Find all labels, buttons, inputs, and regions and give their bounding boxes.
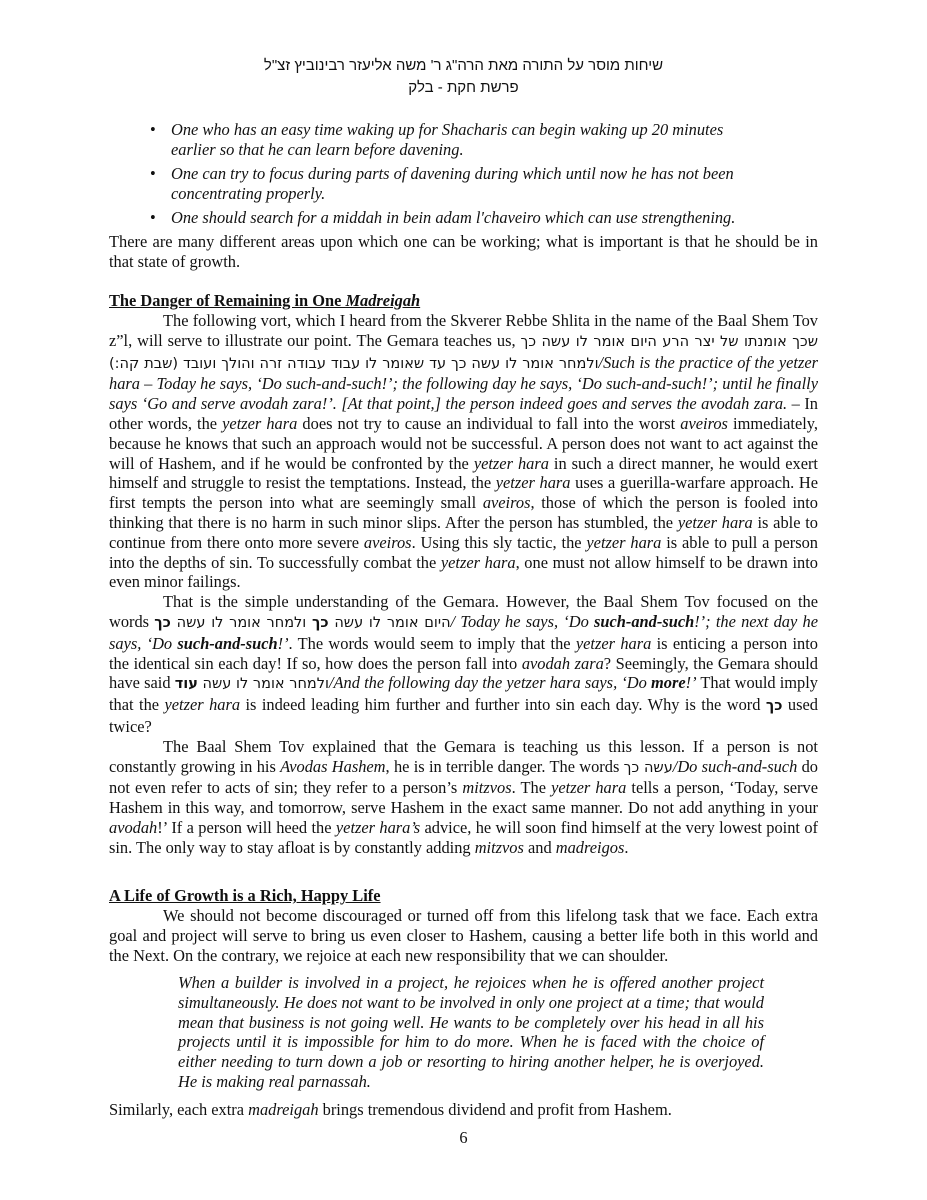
text-run: !’ [277, 633, 289, 653]
bullet-text: One should search for a middah in bein adam l'chaveiro which can use strengthening. [171, 208, 736, 228]
text-run: aveiros [680, 413, 728, 433]
text-run: !’ [685, 673, 697, 693]
text-run: aveiros [482, 493, 531, 513]
bullet-item [150, 164, 760, 204]
text-run: – In other words, the [109, 394, 819, 433]
text-run: aveiros [363, 532, 412, 552]
text-run: / Today he says, ‘Do [450, 611, 595, 631]
text-run: There are many different areas upon which one can be working; what is important is that he should be in that state of growth. [109, 232, 818, 271]
text-run: , one must not allow himself to be drawn into even minor failings. [109, 552, 818, 592]
heading-text: The Danger of Remaining in One [109, 291, 346, 310]
bullet-list [150, 120, 760, 232]
bullet-icon: • [150, 120, 156, 139]
text-run: madreigos [555, 837, 625, 857]
paragraph-growth [109, 906, 818, 965]
text-run: mitzvos [462, 778, 512, 798]
hebrew-quote: שכך אומנתו של יצר הרע היום אומר לו עשה כך ולמחר אומר לו עשה כך עד שאומר לו עבוד עבודה זרה והולך ועובד (שבת קה:) [109, 333, 818, 372]
running-header-title: שיחות מוסר על התורה מאת הרה"ג ר' משה אליעזר רבינוביץ זצ"ל [263, 57, 664, 74]
text-run: used twice? [109, 695, 818, 736]
text-run: !’; the next day he says, ‘Do [109, 611, 818, 653]
text-run: is indeed leading him further and further into sin each day. Why is the word [240, 695, 766, 715]
text-run: brings tremendous dividend and profit from Hashem. [318, 1100, 672, 1119]
text-run: avodah [109, 817, 158, 837]
text-run: Avodas Hashem [280, 756, 386, 776]
text-run: yetzer hara’s [335, 817, 421, 837]
text-run: . The [511, 778, 552, 798]
text-run: Similarly, each extra [109, 1100, 249, 1119]
text-run: , those of which the person is fooled into thinking that there is no harm in such minor slips. After the person has stumbled, the [109, 493, 818, 532]
text-run: /Do such-and-such [672, 756, 798, 776]
text-run: The Baal Shem Tov explained that the Gemara is teaching us this lesson. If a person is not constantly growing in his [109, 736, 818, 776]
paragraph-simple-understanding [109, 592, 818, 737]
text-run: /Such is the practice of the yetzer hara – Today he says, ‘Do such-and-such!’; the following day he says, ‘Do such-and-such!’; until he finally says ‘Go and serve avodah zara!’. [At that point,] the person indeed goes and serves the avodah zara. [109, 352, 818, 414]
hebrew-quote: כך [154, 614, 171, 631]
page-number: 6 [459, 1128, 468, 1147]
text-run: is able to pull a person into the depths of sin. To successfully combat the [109, 532, 818, 572]
bullet-item [150, 120, 760, 160]
hebrew-quote: ולמחר אומר לו עשה [197, 676, 329, 693]
hebrew-quote: עשה כך [623, 759, 673, 776]
text-run: avodah zara [521, 653, 604, 673]
text-run: . The words would seem to imply that the [288, 633, 576, 653]
hebrew-quote: עוד [174, 676, 198, 693]
text-run: is enticing a person into the identical sin each day! If so, how does the person fall into [109, 633, 818, 673]
text-run: such-and-such [594, 611, 695, 631]
heading-italic-text: Madreigah [345, 291, 421, 310]
section-heading-growth: A Life of Growth is a Rich, Happy Life [109, 886, 381, 905]
bullet-item [150, 208, 760, 228]
paragraph-gemara [109, 311, 818, 592]
text-run: The following vort, which I heard from the Skverer Rebbe Shlita in the name of the Baal Shem Tov z”l, will serve to illustrate our point. The Gemara teaches us, [109, 311, 818, 350]
bullet-icon: • [150, 164, 156, 184]
text-run: yetzer hara [473, 453, 549, 473]
text-run: /And the following day the yetzer hara says, ‘Do [328, 673, 651, 693]
text-run: yetzer hara [164, 695, 241, 715]
text-run: tells a person, ‘Today, serve Hashem in this way, and tomorrow, serve Hashem in the exact same manner. Do not add anything in your [109, 778, 818, 818]
text-run: yetzer hara [575, 633, 652, 653]
text-run: more [651, 673, 686, 693]
text-run: is able to continue from there onto more severe [109, 512, 819, 552]
text-run: yetzer hara [586, 532, 662, 552]
text-run: and [523, 837, 556, 857]
text-run: immediately, because he knows that such an approach would not be successful. A person does not want to act against the will of Hashem, and if he would be confronted by the [109, 413, 819, 473]
text-run: !’ If a person will heed the [157, 817, 336, 837]
text-run: madreigah [248, 1100, 319, 1119]
text-run: That would imply that the [109, 673, 818, 715]
hebrew-quote: כך [312, 614, 329, 631]
text-run: yetzer hara [222, 413, 298, 433]
text-run: . Using this sly tactic, the [411, 532, 587, 552]
text-run: yetzer hara [495, 473, 571, 493]
text-run: , he is in terrible danger. The words [385, 756, 624, 776]
section1-body [109, 311, 818, 858]
bullet-text: One who has an easy time waking up for Shacharis can begin waking up 20 minutes earlier so that he can learn before davening. [171, 120, 724, 159]
closing-paragraph [109, 1100, 818, 1120]
text-run: mitzvos [474, 837, 524, 857]
text-run: yetzer hara [440, 552, 516, 572]
builder-quote: When a builder is involved in a project, he rejoices when he is offered another project simultaneously. He does not want to be involved in only one project at a time; that would mean that business is not going well. He wants to be completely over his head in all his projects until it is impossible for him to do more. When he is faced with the choice of either needing to turn down a job or resorting to hiring another helper, he is overjoyed. He is making real parnassah. [178, 973, 764, 1091]
text-run: do not even refer to acts of sin; they refer to a person’s [109, 756, 818, 798]
hebrew-quote: היום אומר לו עשה [328, 614, 451, 631]
text-run: . [624, 837, 629, 857]
text-run: such-and-such [177, 633, 278, 653]
text-run: We should not become discouraged or turned off from this lifelong task that we face. Each extra goal and project will serve to bring us even closer to Hashem, causing a better life both in this world and the Next. On the contrary, we rejoice at each new responsibility that we can shoulder. [109, 906, 818, 965]
hebrew-quote: ולמחר אומר לו עשה [170, 614, 312, 631]
text-run: ? Seemingly, the Gemara should have said [109, 653, 818, 693]
running-header-parsha: פרשת חקת - בלק [408, 79, 519, 96]
text-run: in such a direct manner, he would exert himself and struggle to resist the temptations. Instead, the [109, 453, 818, 493]
paragraph-baal-shem-tov [109, 737, 818, 858]
text-run: yetzer hara [677, 512, 753, 532]
bullet-text: One can try to focus during parts of davening during which until now he has not been concentrating properly. [171, 164, 734, 203]
text-run: uses a guerilla-warfare approach. He first tempts the person into what are seemingly small [109, 473, 819, 513]
text-run: advice, he will soon find himself at the very lowest point of sin. The only way to stay afloat is by constantly adding [109, 817, 819, 857]
bullet-icon: • [150, 208, 156, 228]
intro-paragraph [109, 232, 818, 272]
text-run: That is the simple understanding of the Gemara. However, the Baal Shem Tov focused on the words [109, 592, 818, 631]
text-run: does not try to cause an individual to fall into the worst [297, 413, 681, 433]
hebrew-quote: כך [765, 698, 783, 715]
text-run: yetzer hara [551, 778, 627, 798]
section-heading-danger [109, 291, 420, 311]
